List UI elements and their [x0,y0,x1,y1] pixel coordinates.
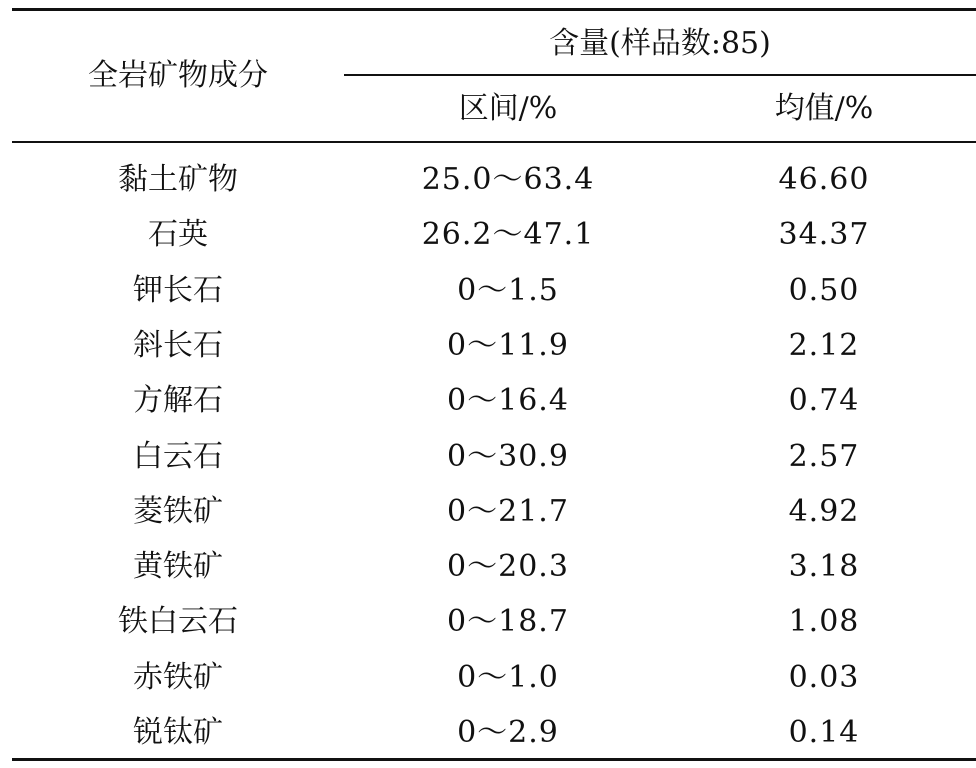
table-bottom-rule [12,758,976,761]
header-bottom-rule [12,141,976,143]
cell-mean: 2.12 [788,328,860,363]
cell-mean: 34.37 [778,217,870,252]
cell-mineral: 钾长石 [133,273,223,308]
cell-mean: 0.74 [788,383,860,418]
cell-mean: 3.18 [788,549,860,584]
cell-range: 0～11.9 [447,328,569,363]
cell-range: 0～30.9 [447,439,569,474]
cell-mean: 2.57 [788,439,860,474]
header-content-group: 含量(样品数:85) [549,26,771,61]
cell-range: 0～1.5 [457,273,559,308]
cell-range: 0～1.0 [457,660,559,695]
cell-mean: 4.92 [788,494,860,529]
cell-range: 0～2.9 [457,715,559,750]
cell-mean: 0.14 [788,715,860,750]
cell-mean: 0.03 [788,660,860,695]
cell-mineral: 锐钛矿 [133,715,223,750]
cell-mean: 0.50 [788,273,860,308]
cell-mineral: 方解石 [133,383,223,418]
header-group-underline [344,74,976,76]
cell-mineral: 斜长石 [133,328,223,363]
cell-mineral: 石英 [148,217,208,252]
cell-mean: 1.08 [788,604,860,639]
cell-range: 26.2～47.1 [421,217,595,252]
cell-range: 0～16.4 [447,383,569,418]
cell-mineral: 赤铁矿 [133,660,223,695]
header-mineral-composition: 全岩矿物成分 [88,58,268,93]
cell-range: 0～18.7 [447,604,569,639]
cell-mineral: 铁白云石 [118,604,238,639]
table-top-rule [12,8,976,11]
cell-mineral: 白云石 [133,439,223,474]
cell-mineral: 黄铁矿 [133,549,223,584]
cell-range: 0～21.7 [447,494,569,529]
cell-range: 25.0～63.4 [421,162,595,197]
header-range: 区间/% [458,91,558,126]
header-mean: 均值/% [774,91,874,126]
cell-mineral: 菱铁矿 [133,494,223,529]
cell-mean: 46.60 [778,162,870,197]
cell-range: 0～20.3 [447,549,569,584]
cell-mineral: 黏土矿物 [118,162,238,197]
